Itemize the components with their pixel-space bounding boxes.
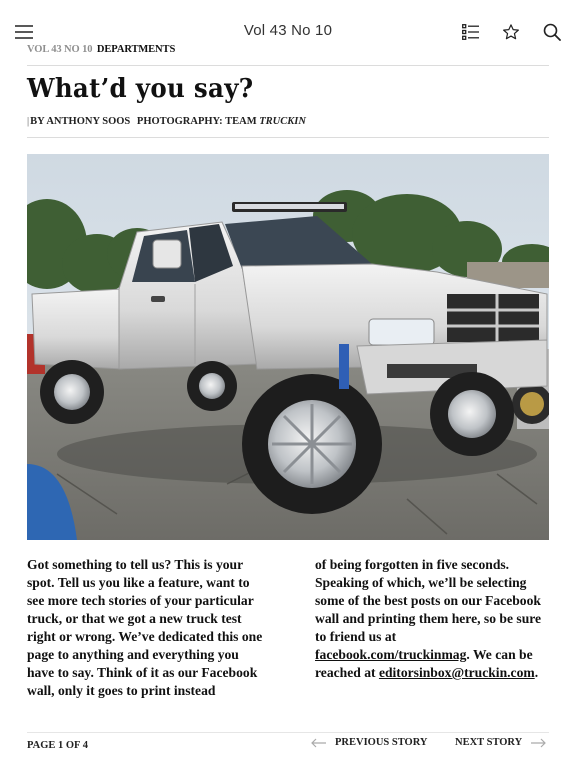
byline-bar: | bbox=[27, 116, 30, 127]
next-story-label: NEXT STORY bbox=[455, 737, 523, 748]
byline bbox=[27, 116, 306, 127]
divider bbox=[27, 65, 549, 66]
department-label: DEPARTMENTS bbox=[96, 44, 176, 55]
star-icon[interactable] bbox=[499, 20, 523, 44]
facebook-link[interactable]: facebook.com/truckinmag bbox=[315, 647, 467, 662]
previous-story-button[interactable] bbox=[311, 737, 428, 748]
issue-title: Vol 43 No 10 bbox=[243, 22, 333, 39]
byline-photo-mag: TRUCKIN bbox=[259, 116, 306, 127]
previous-story-label: PREVIOUS STORY bbox=[335, 737, 428, 748]
contents-list-icon[interactable] bbox=[459, 20, 483, 44]
arrow-right-icon bbox=[530, 738, 546, 748]
byline-author: BY ANTHONY SOOS bbox=[30, 116, 131, 127]
page-indicator: PAGE 1 OF 4 bbox=[27, 740, 88, 751]
next-story-button[interactable] bbox=[455, 737, 546, 748]
byline-photo-credit: PHOTOGRAPHY: TEAM bbox=[136, 116, 257, 127]
body-text: . bbox=[534, 665, 539, 680]
email-link[interactable]: editorsinbox@truckin.com bbox=[378, 665, 535, 680]
article-headline: What’d you say? bbox=[27, 72, 254, 104]
body-text: . We can be reached at bbox=[315, 647, 533, 680]
section-label bbox=[27, 44, 175, 55]
arrow-left-icon bbox=[311, 738, 327, 748]
article-body-column-2 bbox=[315, 556, 553, 682]
article-photo bbox=[27, 154, 549, 540]
divider bbox=[27, 137, 549, 138]
issue-label: VOL 43 NO 10 bbox=[27, 44, 93, 55]
divider bbox=[27, 732, 549, 733]
article-body-column-1: Got something to tell us? This is your spot. Tell us you like a feature, want to see more tech stories of your particular truck, or that we got a new truck test right or wrong. We’ve dedicated this one page to anything and everything you have to say. Think of it as our Facebook wall, only it goes to print instead bbox=[27, 557, 263, 698]
body-text: of being forgotten in five seconds. Speaking of which, we’ll be selecting some of the best posts on our Facebook wall and printing them here, so be sure to friend us at bbox=[315, 557, 542, 644]
search-icon[interactable] bbox=[540, 20, 564, 44]
